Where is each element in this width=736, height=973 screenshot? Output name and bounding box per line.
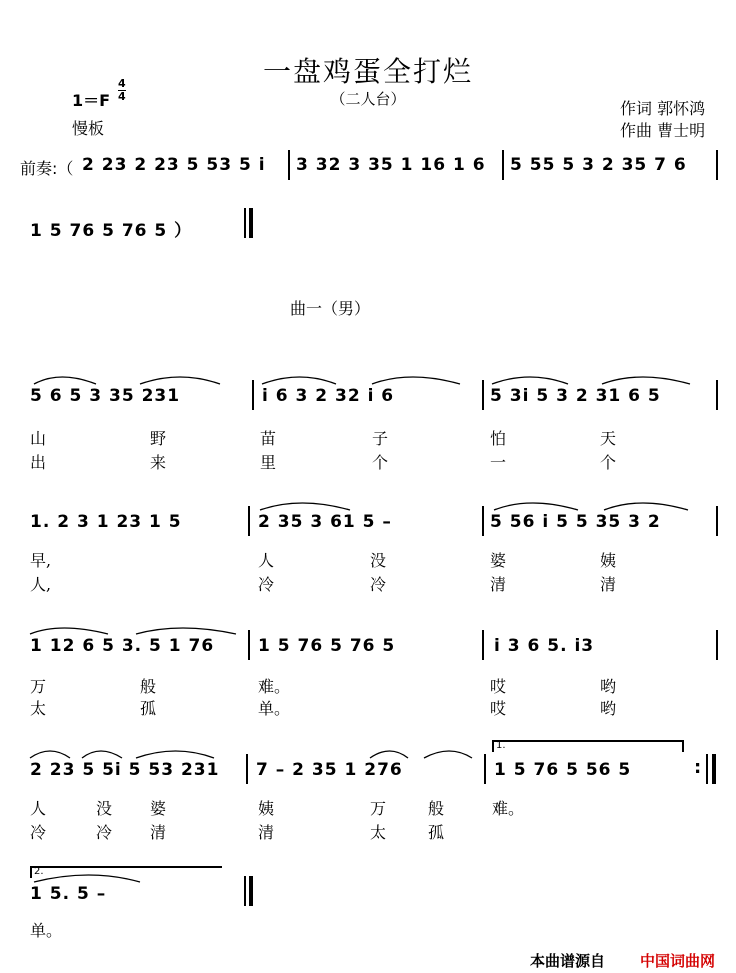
- lyric: 里: [260, 453, 277, 472]
- lyric: 来: [150, 453, 167, 472]
- system2-measure-2: 2 35 3 61 5 –: [258, 512, 392, 532]
- system4-measure-1: 2 23 5 5i 5 53 231: [30, 760, 220, 780]
- lyric: 人,: [30, 575, 52, 594]
- lyric: 个: [600, 453, 617, 472]
- lyric: 单。: [258, 699, 291, 718]
- system3-measure-3: i 3 6 5. i3: [494, 636, 595, 656]
- lyric: 冷: [258, 575, 275, 594]
- system3-measure-1: 1 12 6 5 3. 5 1 76: [30, 636, 215, 656]
- lyric: 孤: [428, 823, 445, 842]
- prelude-label: 前奏:（: [20, 159, 74, 178]
- lyric: 清: [150, 823, 167, 842]
- prelude-measure-2: 3 32 3 35 1 16 1 6: [296, 155, 486, 175]
- lyric: 万: [30, 677, 47, 696]
- footer-source-label: 本曲谱源自: [530, 952, 606, 970]
- lyric: 清: [490, 575, 507, 594]
- system1-measure-2: i 6 3 2 32 i 6: [262, 386, 395, 406]
- footer-site-link[interactable]: 中国词曲网: [640, 952, 716, 970]
- lyric: 山: [30, 429, 47, 448]
- composer-credit: 作曲 曹士明: [620, 121, 706, 140]
- lyric: 个: [372, 453, 389, 472]
- lyric: 怕: [490, 429, 507, 448]
- prelude-measure-1: 2 23 2 23 5 53 5 i: [82, 155, 266, 175]
- lyric: 姨: [600, 551, 617, 570]
- song-subtitle: （二人台）: [330, 90, 406, 108]
- lyric: 哟: [600, 699, 617, 718]
- lyric: 清: [600, 575, 617, 594]
- lyric: 太: [370, 823, 387, 842]
- lyric: 子: [372, 429, 389, 448]
- lyric: 单。: [30, 921, 63, 940]
- lyric: 没: [96, 799, 113, 818]
- lyric: 般: [428, 799, 445, 818]
- lyric: 孤: [140, 699, 157, 718]
- lyric: 姨: [258, 799, 275, 818]
- system1-measure-1: 5 6 5 3 35 231: [30, 386, 181, 406]
- lyric: 天: [600, 429, 617, 448]
- lyric: 没: [370, 551, 387, 570]
- key-signature: 1＝F: [72, 91, 111, 110]
- lyric: 哟: [600, 677, 617, 696]
- lyric: 难。: [492, 799, 525, 818]
- lyric: 一: [490, 453, 507, 472]
- section-title: 曲一（男）: [290, 299, 371, 318]
- lyric: 人: [258, 551, 275, 570]
- repeat-dots: :: [694, 757, 703, 778]
- lyric: 哎: [490, 699, 507, 718]
- lyric: 难。: [258, 677, 291, 696]
- lyric: 野: [150, 429, 167, 448]
- lyric: 早,: [30, 551, 52, 570]
- system2-measure-3: 5 56 i 5 5 35 3 2: [490, 512, 661, 532]
- lyric: 万: [370, 799, 387, 818]
- lyric: 婆: [150, 799, 167, 818]
- lyric: 婆: [490, 551, 507, 570]
- lyric: 清: [258, 823, 275, 842]
- tempo-marking: 慢板: [72, 119, 105, 138]
- time-signature-bottom: 4: [118, 90, 126, 103]
- lyric: 人: [30, 799, 47, 818]
- lyric: 太: [30, 699, 47, 718]
- system5-measure-1: 1 5. 5 –: [30, 884, 107, 904]
- lyric: 哎: [490, 677, 507, 696]
- prelude-measure-3: 5 55 5 3 2 35 7 6: [510, 155, 687, 175]
- lyric: 出: [30, 453, 47, 472]
- system4-measure-3: 1 5 76 5 56 5: [494, 760, 632, 780]
- lyric: 般: [140, 677, 157, 696]
- song-title: 一盘鸡蛋全打烂: [262, 55, 473, 88]
- lyric: 冷: [96, 823, 113, 842]
- system4-measure-2: 7 – 2 35 1 276: [256, 760, 403, 780]
- system3-measure-2: 1 5 76 5 76 5: [258, 636, 396, 656]
- lyricist-credit: 作词 郭怀鸿: [620, 99, 706, 118]
- volta-1-label: 1.: [496, 740, 506, 751]
- lyric: 冷: [370, 575, 387, 594]
- volta-2-label: 2.: [34, 866, 44, 877]
- system1-measure-3: 5 3i 5 3 2 31 6 5: [490, 386, 661, 406]
- lyric: 冷: [30, 823, 47, 842]
- system2-measure-1: 1. 2 3 1 23 1 5: [30, 512, 182, 532]
- lyric: 苗: [260, 429, 277, 448]
- time-signature-top: 4: [118, 77, 126, 90]
- prelude-row-2: 1 5 76 5 76 5 ）: [30, 221, 193, 241]
